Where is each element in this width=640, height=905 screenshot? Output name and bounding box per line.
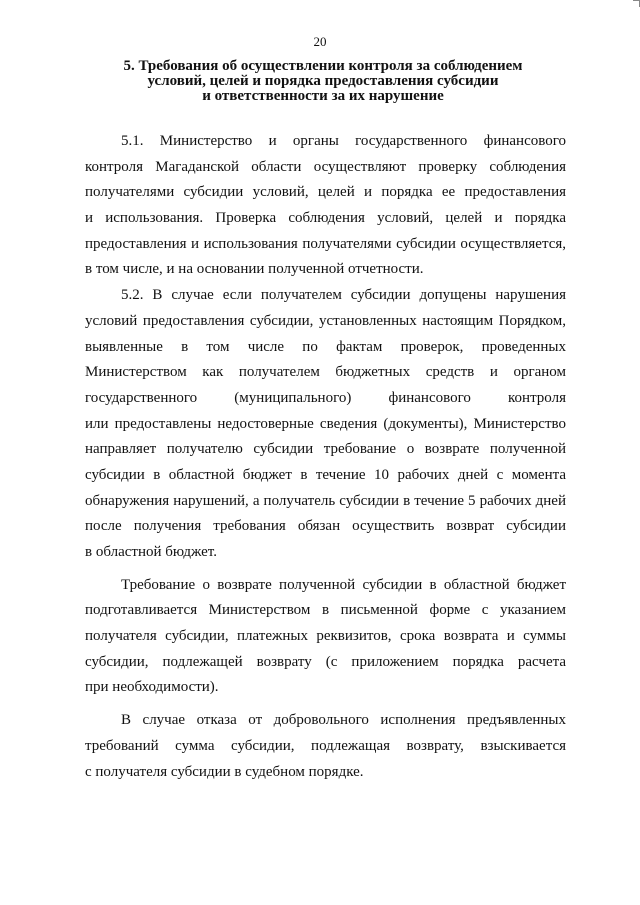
text-line: направляет получателю субсидии требование о возврате полученной <box>85 441 566 458</box>
heading-line: условий, целей и порядка предоставления субсидии <box>147 73 499 89</box>
text-line: Министерством как получателем бюджетных средств и органом <box>85 364 566 381</box>
text-line: с получателя субсидии в судебном порядке. <box>85 763 364 780</box>
text-line: требований сумма субсидии, подлежащая возврату, взыскивается <box>85 737 566 754</box>
text-line: получателя субсидии, платежных реквизитов, срока возврата и суммы <box>85 628 566 645</box>
text-line: выявленные в том числе по фактам проверок, проведенных <box>85 338 566 355</box>
text-line: субсидии, подлежащей возврату (с приложением порядка расчета <box>85 653 566 670</box>
text-line: контроля Магаданской области осуществляют проверку соблюдения <box>85 158 566 175</box>
paragraph-5-2 <box>85 283 566 566</box>
paragraph-5-1 <box>85 129 566 283</box>
text-line: 5.1. Министерство и органы государственного финансового <box>121 133 566 149</box>
paragraph-refund-request <box>85 573 566 701</box>
page-number: 20 <box>313 34 327 49</box>
text-line: в том числе, и на основании полученной отчетности. <box>85 261 424 278</box>
document-body <box>85 129 566 785</box>
heading-line: 5. Требования об осуществлении контроля за соблюдением <box>123 58 523 74</box>
text-line: после получения требования обязан осуществить возврат субсидии <box>85 518 566 535</box>
text-line: в областной бюджет. <box>85 544 217 560</box>
text-line: подготавливается Министерством в письменной форме с указанием <box>85 602 566 619</box>
text-line: государственного (муниципального) финансового контроля <box>85 389 566 406</box>
text-line: 5.2. В случае если получателем субсидии допущены нарушения <box>121 287 566 304</box>
text-line: предоставления и использования получателями субсидии осуществляется, <box>85 235 566 252</box>
text-line: условий предоставления субсидии, установленных настоящим Порядком, <box>85 312 566 329</box>
text-line: получателями субсидии условий, целей и порядка ее предоставления <box>85 184 566 201</box>
heading-line: и ответственности за их нарушение <box>202 88 444 104</box>
text-line: при необходимости). <box>85 679 219 696</box>
text-line: обнаружения нарушений, а получатель субсидии в течение 5 рабочих дней <box>85 492 566 509</box>
text-line: Требование о возврате полученной субсидии в областной бюджет <box>121 576 566 593</box>
text-line: В случае отказа от добровольного исполнения предъявленных <box>121 712 566 729</box>
section-heading <box>80 59 566 104</box>
text-line: субсидии в областной бюджет в течение 10 рабочих дней с момента <box>85 466 566 483</box>
paragraph-court-recovery <box>85 708 566 785</box>
text-line: или предоставлены недостоверные сведения (документы), Министерство <box>85 415 566 432</box>
text-line: и использования. Проверка соблюдения условий, целей и порядка <box>85 210 566 227</box>
page-corner-mark <box>633 0 640 7</box>
